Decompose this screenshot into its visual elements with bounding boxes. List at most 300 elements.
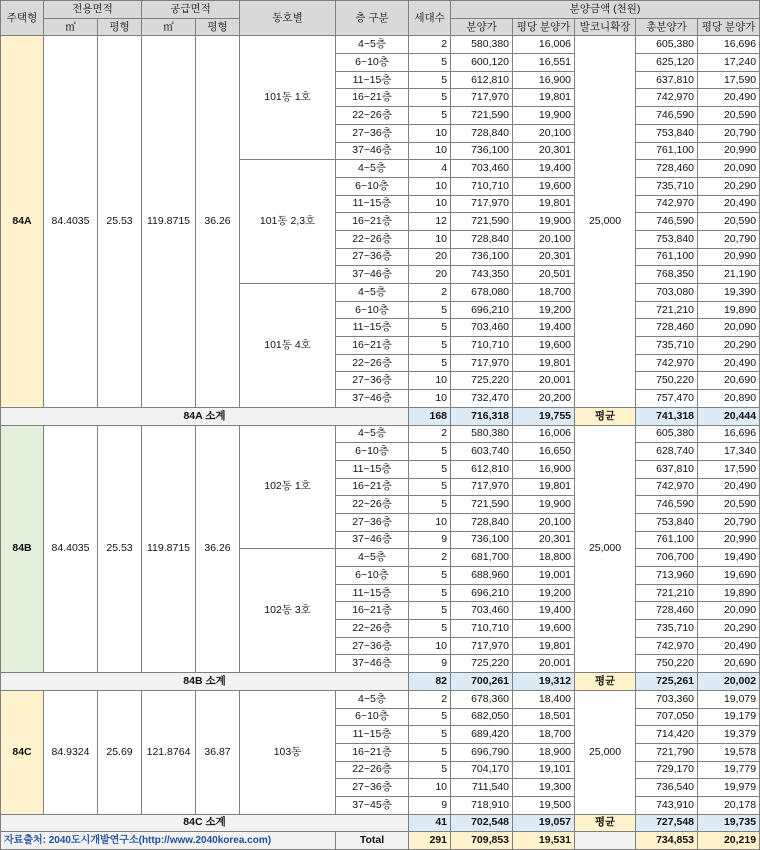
price-per-pyeong: 19,900 xyxy=(513,213,575,231)
total-sale-price: 714,420 xyxy=(636,726,698,744)
sale-price: 682,050 xyxy=(451,708,513,726)
total-sale-price: 628,740 xyxy=(636,443,698,461)
floor-range: 6~10층 xyxy=(336,443,409,461)
household-count: 2 xyxy=(409,284,451,302)
floor-range: 37~46층 xyxy=(336,531,409,549)
total-sale-price: 625,120 xyxy=(636,54,698,72)
household-count: 5 xyxy=(409,107,451,125)
price-per-pyeong: 19,400 xyxy=(513,319,575,337)
sale-price: 717,970 xyxy=(451,195,513,213)
sale-price: 717,970 xyxy=(451,637,513,655)
total-sale-price: 742,970 xyxy=(636,354,698,372)
floor-range: 16~21층 xyxy=(336,602,409,620)
total-sale-price: 703,360 xyxy=(636,690,698,708)
household-count: 10 xyxy=(409,124,451,142)
total-sale-price: 605,380 xyxy=(636,425,698,443)
floor-range: 37~46층 xyxy=(336,390,409,408)
total-label: Total xyxy=(336,832,409,850)
subtotal-price: 700,261 xyxy=(451,673,513,691)
household-count: 4 xyxy=(409,160,451,178)
subtotal-total-per-pyeong: 20,002 xyxy=(698,673,760,691)
floor-range: 4~5층 xyxy=(336,690,409,708)
total-sale-price: 605,380 xyxy=(636,36,698,54)
total-per-pyeong: 20,090 xyxy=(698,160,760,178)
total-per-pyeong: 20,990 xyxy=(698,142,760,160)
price-per-pyeong: 20,001 xyxy=(513,655,575,673)
floor-range: 16~21층 xyxy=(336,337,409,355)
sale-price: 725,220 xyxy=(451,372,513,390)
floor-range: 37~45층 xyxy=(336,796,409,814)
total-per-pyeong: 19,578 xyxy=(698,743,760,761)
total-per-pyeong: 19,979 xyxy=(698,779,760,797)
price-per-pyeong: 20,100 xyxy=(513,230,575,248)
subtotal-price: 702,548 xyxy=(451,814,513,832)
sale-price: 703,460 xyxy=(451,319,513,337)
supply-pyeong: 36.26 xyxy=(196,425,240,673)
total-per-pyeong: 20,290 xyxy=(698,337,760,355)
supply-sqm: 121.8764 xyxy=(142,690,196,814)
subtotal-label: 84C 소계 xyxy=(1,814,409,832)
source-note: 자료출처: 2040도시개발연구소(http://www.2040korea.com) xyxy=(1,832,336,850)
header-floor: 층 구분 xyxy=(336,1,409,36)
price-per-pyeong: 19,300 xyxy=(513,779,575,797)
price-per-pyeong: 19,400 xyxy=(513,160,575,178)
sale-price: 689,420 xyxy=(451,726,513,744)
unit-line: 101동 1호 xyxy=(240,36,336,160)
household-count: 5 xyxy=(409,478,451,496)
total-sale-price: 735,710 xyxy=(636,337,698,355)
household-count: 5 xyxy=(409,54,451,72)
unit-line: 102동 3호 xyxy=(240,549,336,673)
sale-price: 704,170 xyxy=(451,761,513,779)
total-per-pyeong: 17,590 xyxy=(698,460,760,478)
total-per-pyeong: 20,490 xyxy=(698,89,760,107)
price-per-pyeong: 20,301 xyxy=(513,142,575,160)
subtotal-row xyxy=(1,814,760,832)
household-count: 20 xyxy=(409,266,451,284)
total-sale-price: 637,810 xyxy=(636,71,698,89)
total-per-pyeong: 19,779 xyxy=(698,761,760,779)
total-per-pyeong: 19,890 xyxy=(698,301,760,319)
price-per-pyeong: 19,200 xyxy=(513,584,575,602)
unit-line: 103동 xyxy=(240,690,336,814)
subtotal-average-label: 평균 xyxy=(575,407,636,425)
exclusive-sqm: 84.9324 xyxy=(44,690,98,814)
total-per-pyeong: 19,490 xyxy=(698,549,760,567)
floor-range: 16~21층 xyxy=(336,743,409,761)
header-excl-pyeong: 평형 xyxy=(98,18,142,36)
subtotal-average-label: 평균 xyxy=(575,814,636,832)
sale-price: 743,350 xyxy=(451,266,513,284)
total-sale-price: 735,710 xyxy=(636,620,698,638)
total-sale-price: 743,910 xyxy=(636,796,698,814)
subtotal-row xyxy=(1,407,760,425)
floor-range: 4~5층 xyxy=(336,160,409,178)
total-sale-price: 703,080 xyxy=(636,284,698,302)
supply-pyeong: 36.26 xyxy=(196,36,240,407)
price-per-pyeong: 19,801 xyxy=(513,89,575,107)
header-per-pyeong: 평당 분양가 xyxy=(513,18,575,36)
household-count: 9 xyxy=(409,655,451,673)
price-per-pyeong: 16,900 xyxy=(513,71,575,89)
price-per-pyeong: 19,900 xyxy=(513,107,575,125)
sale-price: 736,100 xyxy=(451,248,513,266)
sale-price: 580,380 xyxy=(451,36,513,54)
balcony-extension: 25,000 xyxy=(575,36,636,407)
household-count: 12 xyxy=(409,213,451,231)
subtotal-per-pyeong: 19,312 xyxy=(513,673,575,691)
price-per-pyeong: 16,900 xyxy=(513,460,575,478)
sale-price: 688,960 xyxy=(451,567,513,585)
total-per-pyeong: 19,079 xyxy=(698,690,760,708)
household-count: 20 xyxy=(409,248,451,266)
total-sale-price: 721,790 xyxy=(636,743,698,761)
total-households: 291 xyxy=(409,832,451,850)
floor-range: 27~36층 xyxy=(336,637,409,655)
price-per-pyeong: 19,900 xyxy=(513,496,575,514)
total-sale-price: 750,220 xyxy=(636,372,698,390)
sale-price: 728,840 xyxy=(451,513,513,531)
balcony-extension: 25,000 xyxy=(575,690,636,814)
sale-price: 721,590 xyxy=(451,496,513,514)
unit-type: 84B xyxy=(1,425,44,673)
exclusive-sqm: 84.4035 xyxy=(44,36,98,407)
exclusive-pyeong: 25.53 xyxy=(98,36,142,407)
exclusive-pyeong: 25.69 xyxy=(98,690,142,814)
subtotal-per-pyeong: 19,057 xyxy=(513,814,575,832)
price-per-pyeong: 20,301 xyxy=(513,531,575,549)
price-per-pyeong: 20,100 xyxy=(513,124,575,142)
header-price: 분양가 xyxy=(451,18,513,36)
total-sale-price: 735,710 xyxy=(636,177,698,195)
floor-range: 11~15층 xyxy=(336,319,409,337)
price-per-pyeong: 16,006 xyxy=(513,36,575,54)
header-price-group: 분양금액 (천원) xyxy=(451,1,760,19)
total-sale-price: 707,050 xyxy=(636,708,698,726)
exclusive-pyeong: 25.53 xyxy=(98,425,142,673)
price-per-pyeong: 20,501 xyxy=(513,266,575,284)
header-supply-sqm: ㎡ xyxy=(142,18,196,36)
table-body xyxy=(1,36,760,850)
total-sale-price: 742,970 xyxy=(636,478,698,496)
sale-price: 612,810 xyxy=(451,71,513,89)
price-per-pyeong: 18,501 xyxy=(513,708,575,726)
header-supply-area: 공급면적 xyxy=(142,1,240,19)
total-per-pyeong: 20,790 xyxy=(698,124,760,142)
subtotal-average-label: 평균 xyxy=(575,673,636,691)
floor-range: 4~5층 xyxy=(336,36,409,54)
unit-line: 101동 2,3호 xyxy=(240,160,336,284)
household-count: 5 xyxy=(409,602,451,620)
floor-range: 4~5층 xyxy=(336,284,409,302)
household-count: 10 xyxy=(409,142,451,160)
header-total-per-pyeong: 평당 분양가 xyxy=(698,18,760,36)
supply-sqm: 119.8715 xyxy=(142,36,196,407)
floor-range: 27~36층 xyxy=(336,248,409,266)
total-per-pyeong: 19,379 xyxy=(698,726,760,744)
floor-range: 6~10층 xyxy=(336,567,409,585)
subtotal-total-price: 741,318 xyxy=(636,407,698,425)
household-count: 9 xyxy=(409,796,451,814)
sale-price: 710,710 xyxy=(451,337,513,355)
total-per-pyeong: 20,590 xyxy=(698,107,760,125)
total-per-pyeong: 20,890 xyxy=(698,390,760,408)
sale-price: 736,100 xyxy=(451,531,513,549)
subtotal-label: 84A 소계 xyxy=(1,407,409,425)
sale-price: 728,840 xyxy=(451,124,513,142)
floor-range: 6~10층 xyxy=(336,177,409,195)
total-per-pyeong: 20,990 xyxy=(698,531,760,549)
price-per-pyeong: 16,006 xyxy=(513,425,575,443)
household-count: 5 xyxy=(409,584,451,602)
price-per-pyeong: 20,301 xyxy=(513,248,575,266)
total-sale-price: 742,970 xyxy=(636,89,698,107)
household-count: 5 xyxy=(409,319,451,337)
sale-price: 678,360 xyxy=(451,690,513,708)
sale-price: 736,100 xyxy=(451,142,513,160)
total-per-pyeong: 20,690 xyxy=(698,372,760,390)
total-balcony-blank xyxy=(575,832,636,850)
subtotal-price: 716,318 xyxy=(451,407,513,425)
total-per-pyeong: 17,590 xyxy=(698,71,760,89)
total-row xyxy=(1,832,760,850)
price-per-pyeong: 20,200 xyxy=(513,390,575,408)
total-per-pyeong: 20,490 xyxy=(698,354,760,372)
household-count: 5 xyxy=(409,71,451,89)
sale-price: 603,740 xyxy=(451,443,513,461)
total-per-pyeong: 19,890 xyxy=(698,584,760,602)
unit-type: 84C xyxy=(1,690,44,814)
total-sale-price: 721,210 xyxy=(636,584,698,602)
sale-price: 717,970 xyxy=(451,354,513,372)
household-count: 2 xyxy=(409,425,451,443)
sale-price: 710,710 xyxy=(451,177,513,195)
household-count: 2 xyxy=(409,549,451,567)
price-per-pyeong: 19,801 xyxy=(513,478,575,496)
header-total-price: 총분양가 xyxy=(636,18,698,36)
price-per-pyeong: 19,400 xyxy=(513,602,575,620)
household-count: 10 xyxy=(409,779,451,797)
sale-price: 696,210 xyxy=(451,584,513,602)
table-row xyxy=(1,690,760,708)
header-households: 세대수 xyxy=(409,1,451,36)
total-per-pyeong: 20,290 xyxy=(698,177,760,195)
price-per-pyeong: 19,200 xyxy=(513,301,575,319)
floor-range: 11~15층 xyxy=(336,460,409,478)
floor-range: 37~46층 xyxy=(336,142,409,160)
total-sale-price-sum: 734,853 xyxy=(636,832,698,850)
subtotal-households: 82 xyxy=(409,673,451,691)
total-sale-price: 728,460 xyxy=(636,319,698,337)
total-per-pyeong: 20,790 xyxy=(698,513,760,531)
household-count: 5 xyxy=(409,354,451,372)
subtotal-row xyxy=(1,673,760,691)
floor-range: 6~10층 xyxy=(336,301,409,319)
floor-range: 16~21층 xyxy=(336,478,409,496)
total-per-pyeong: 20,290 xyxy=(698,620,760,638)
price-per-pyeong: 20,001 xyxy=(513,372,575,390)
total-per-pyeong: 16,696 xyxy=(698,36,760,54)
sale-price: 711,540 xyxy=(451,779,513,797)
subtotal-total-price: 725,261 xyxy=(636,673,698,691)
price-per-pyeong: 19,600 xyxy=(513,337,575,355)
price-per-pyeong: 18,700 xyxy=(513,726,575,744)
floor-range: 22~26층 xyxy=(336,230,409,248)
floor-range: 11~15층 xyxy=(336,71,409,89)
household-count: 10 xyxy=(409,513,451,531)
household-count: 5 xyxy=(409,620,451,638)
floor-range: 27~36층 xyxy=(336,124,409,142)
floor-range: 22~26층 xyxy=(336,354,409,372)
total-sale-price: 746,590 xyxy=(636,107,698,125)
total-sale-price: 736,540 xyxy=(636,779,698,797)
floor-range: 37~46층 xyxy=(336,655,409,673)
subtotal-label: 84B 소계 xyxy=(1,673,409,691)
total-per-pyeong: 20,990 xyxy=(698,248,760,266)
total-sale-price: 742,970 xyxy=(636,637,698,655)
total-sale-price: 728,460 xyxy=(636,160,698,178)
subtotal-total-per-pyeong: 20,444 xyxy=(698,407,760,425)
sale-price: 696,210 xyxy=(451,301,513,319)
price-per-pyeong: 18,900 xyxy=(513,743,575,761)
header-unit-line: 동호별 xyxy=(240,1,336,36)
floor-range: 27~36층 xyxy=(336,513,409,531)
unit-line: 101동 4호 xyxy=(240,284,336,408)
household-count: 10 xyxy=(409,177,451,195)
total-sale-price: 637,810 xyxy=(636,460,698,478)
household-count: 5 xyxy=(409,496,451,514)
total-per-pyeong: 17,240 xyxy=(698,54,760,72)
total-per-pyeong: 21,190 xyxy=(698,266,760,284)
subtotal-households: 168 xyxy=(409,407,451,425)
household-count: 5 xyxy=(409,726,451,744)
floor-range: 37~46층 xyxy=(336,266,409,284)
sale-price: 721,590 xyxy=(451,107,513,125)
total-per-pyeong: 20,490 xyxy=(698,478,760,496)
total-per-pyeong: 19,390 xyxy=(698,284,760,302)
supply-sqm: 119.8715 xyxy=(142,425,196,673)
household-count: 2 xyxy=(409,690,451,708)
sale-price: 717,970 xyxy=(451,89,513,107)
total-sale-price: 721,210 xyxy=(636,301,698,319)
household-count: 5 xyxy=(409,460,451,478)
sale-price: 703,460 xyxy=(451,602,513,620)
household-count: 5 xyxy=(409,761,451,779)
price-per-pyeong: 18,700 xyxy=(513,284,575,302)
floor-range: 22~26층 xyxy=(336,620,409,638)
table-row xyxy=(1,425,760,443)
total-per-pyeong: 20,490 xyxy=(698,637,760,655)
floor-range: 16~21층 xyxy=(336,89,409,107)
household-count: 10 xyxy=(409,195,451,213)
price-per-pyeong: 19,600 xyxy=(513,177,575,195)
total-sale-price: 761,100 xyxy=(636,531,698,549)
sale-price: 681,700 xyxy=(451,549,513,567)
price-per-pyeong: 19,101 xyxy=(513,761,575,779)
household-count: 5 xyxy=(409,301,451,319)
floor-range: 22~26층 xyxy=(336,761,409,779)
household-count: 9 xyxy=(409,531,451,549)
table-header xyxy=(1,1,760,36)
unit-type: 84A xyxy=(1,36,44,407)
price-per-pyeong: 18,800 xyxy=(513,549,575,567)
total-per-pyeong: 20,490 xyxy=(698,195,760,213)
total-price: 709,853 xyxy=(451,832,513,850)
total-sale-price: 753,840 xyxy=(636,513,698,531)
header-type: 주택형 xyxy=(1,1,44,36)
floor-range: 4~5층 xyxy=(336,425,409,443)
balcony-extension: 25,000 xyxy=(575,425,636,673)
price-per-pyeong: 19,600 xyxy=(513,620,575,638)
total-per-pyeong: 19,690 xyxy=(698,567,760,585)
household-count: 5 xyxy=(409,443,451,461)
floor-range: 16~21층 xyxy=(336,213,409,231)
sale-price: 710,710 xyxy=(451,620,513,638)
floor-range: 6~10층 xyxy=(336,708,409,726)
header-excl-sqm: ㎡ xyxy=(44,18,98,36)
total-sale-price: 768,350 xyxy=(636,266,698,284)
total-sale-price: 742,970 xyxy=(636,195,698,213)
header-balcony: 발코니확장 xyxy=(575,18,636,36)
sale-price: 580,380 xyxy=(451,425,513,443)
total-sale-price: 729,170 xyxy=(636,761,698,779)
total-sale-price: 753,840 xyxy=(636,124,698,142)
subtotal-total-price: 727,548 xyxy=(636,814,698,832)
total-sale-price: 713,960 xyxy=(636,567,698,585)
sale-price: 600,120 xyxy=(451,54,513,72)
total-sale-price: 746,590 xyxy=(636,213,698,231)
total-per-pyeong: 17,340 xyxy=(698,443,760,461)
price-per-pyeong: 19,500 xyxy=(513,796,575,814)
unit-line: 102동 1호 xyxy=(240,425,336,549)
floor-range: 6~10층 xyxy=(336,54,409,72)
household-count: 10 xyxy=(409,637,451,655)
household-count: 10 xyxy=(409,390,451,408)
sale-price: 696,790 xyxy=(451,743,513,761)
sale-price: 717,970 xyxy=(451,478,513,496)
total-per-pyeong: 20,178 xyxy=(698,796,760,814)
price-per-pyeong: 19,801 xyxy=(513,637,575,655)
price-per-pyeong: 16,551 xyxy=(513,54,575,72)
sale-price: 732,470 xyxy=(451,390,513,408)
price-per-pyeong: 19,801 xyxy=(513,354,575,372)
total-per-pyeong: 20,090 xyxy=(698,319,760,337)
price-per-pyeong: 18,400 xyxy=(513,690,575,708)
household-count: 5 xyxy=(409,743,451,761)
price-per-pyeong: 19,801 xyxy=(513,195,575,213)
price-per-pyeong: 16,650 xyxy=(513,443,575,461)
total-per-pyeong-value: 19,531 xyxy=(513,832,575,850)
floor-range: 11~15층 xyxy=(336,584,409,602)
total-sale-price: 746,590 xyxy=(636,496,698,514)
total-per-pyeong: 20,590 xyxy=(698,213,760,231)
subtotal-per-pyeong: 19,755 xyxy=(513,407,575,425)
total-per-pyeong: 20,790 xyxy=(698,230,760,248)
sale-price: 728,840 xyxy=(451,230,513,248)
header-supply-pyeong: 평형 xyxy=(196,18,240,36)
total-sale-price: 761,100 xyxy=(636,142,698,160)
table-row xyxy=(1,36,760,54)
total-per-pyeong: 16,696 xyxy=(698,425,760,443)
floor-range: 11~15층 xyxy=(336,726,409,744)
subtotal-total-per-pyeong: 19,735 xyxy=(698,814,760,832)
household-count: 10 xyxy=(409,372,451,390)
sale-price: 703,460 xyxy=(451,160,513,178)
total-sale-price: 757,470 xyxy=(636,390,698,408)
exclusive-sqm: 84.4035 xyxy=(44,425,98,673)
household-count: 5 xyxy=(409,337,451,355)
price-per-pyeong: 20,100 xyxy=(513,513,575,531)
